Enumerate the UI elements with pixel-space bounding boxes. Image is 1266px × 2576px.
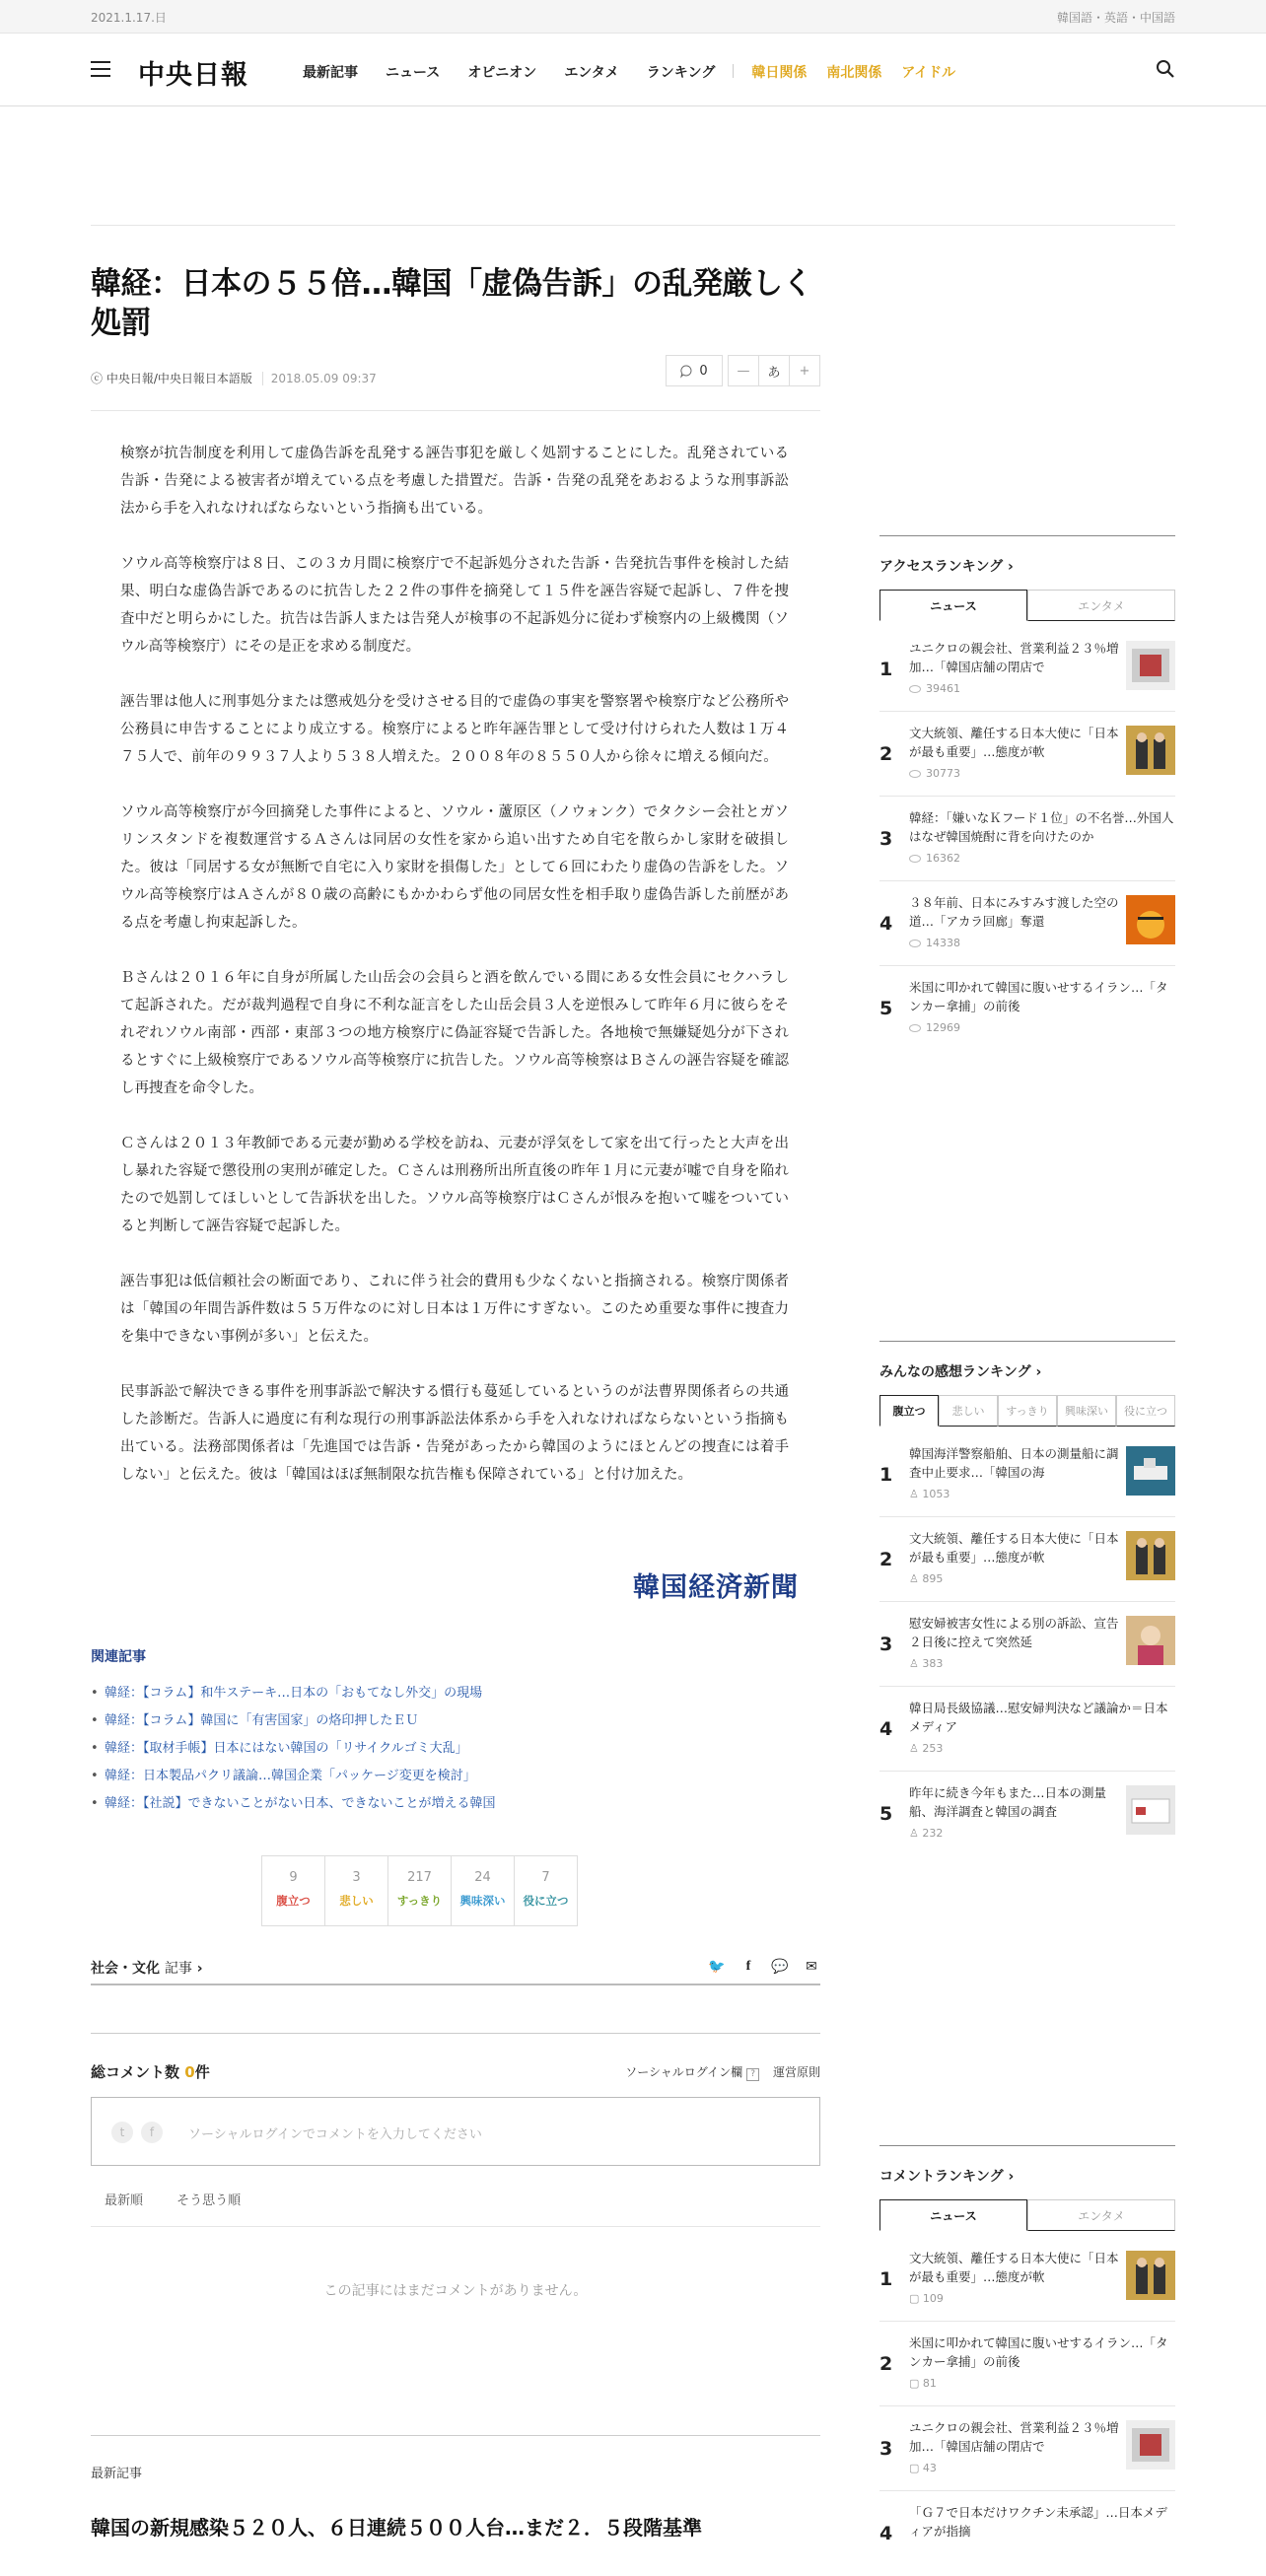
nav-korea-japan[interactable]: 韓日関係 bbox=[751, 65, 808, 81]
reaction-icon: ♙ bbox=[909, 1488, 923, 1500]
tab-interesting[interactable]: 興味深い bbox=[1057, 1395, 1116, 1427]
latest-label: 最新記事 bbox=[91, 2467, 143, 2481]
related-articles bbox=[91, 1646, 820, 1818]
reaction-count: 9 bbox=[289, 1870, 298, 1885]
reaction-label: 腹立つ bbox=[276, 1894, 311, 1908]
article-thumbnail bbox=[1126, 1616, 1175, 1665]
help-icon[interactable]: ? bbox=[746, 2068, 759, 2081]
ranking-item[interactable]: 4 「Ｇ７で日本だけワクチン未承認」…日本メディアが指摘 bbox=[879, 2505, 1167, 2544]
main-header bbox=[0, 34, 1266, 106]
nav-north-south[interactable]: 南北関係 bbox=[826, 65, 882, 81]
nav-idol[interactable]: アイドル bbox=[901, 65, 956, 81]
category-link[interactable]: 社会・文化 記事 › bbox=[91, 1961, 203, 1977]
current-date: 2021.1.17.日 bbox=[91, 11, 167, 25]
hamburger-menu-icon[interactable] bbox=[91, 61, 110, 77]
site-logo[interactable]: 中央日報 bbox=[138, 60, 248, 91]
article-title: 韓経：日本の５５倍…韓国「虚偽告訴」の乱発厳しく処罰 bbox=[91, 266, 812, 341]
article-byline bbox=[91, 370, 377, 386]
sort-agree[interactable]: そう思う順 bbox=[176, 2193, 242, 2208]
top-utility-bar bbox=[0, 0, 1266, 34]
article-paragraph: 誣告事犯は低信頼社会の断面であり、これに伴う社会的費用も少なくないと指摘される。検察庁関係者は「韓国の年間告訴件数は５５万件なのに対し日本は１万件にすぎない。このため重要な事件に捜査力を集中できない事例が多い」と伝えた。 bbox=[120, 1274, 789, 1345]
comment-ranking bbox=[879, 2145, 1175, 2576]
ad-divider bbox=[91, 225, 1175, 226]
reaction-count: 7 bbox=[541, 1870, 550, 1885]
article-thumbnail bbox=[1126, 1785, 1175, 1835]
main-nav bbox=[303, 62, 975, 82]
reaction-icon: ♙ bbox=[909, 1572, 923, 1585]
rules-link[interactable]: 運営原則 bbox=[772, 2065, 820, 2079]
article-source: ⓒ 中央日報/中央日報日本語版 bbox=[91, 372, 252, 385]
access-ranking-tabs bbox=[879, 590, 1175, 621]
reaction-angry[interactable] bbox=[261, 1855, 325, 1926]
reaction-icon: ♙ bbox=[909, 1827, 923, 1840]
twitter-icon[interactable]: 🐦 bbox=[708, 1959, 726, 1975]
comment-sort bbox=[91, 2190, 820, 2227]
nav-entertainment[interactable]: エンタメ bbox=[564, 65, 619, 81]
comment-icon bbox=[680, 365, 693, 378]
font-decrease-button[interactable] bbox=[728, 355, 759, 386]
related-link[interactable]: • 韓経：【コラム】和牛ステーキ…日本の「おもてなし外交」の現場 bbox=[91, 1680, 820, 1707]
ranking-item[interactable]: 5 米国に叩かれて韓国に腹いせするイラン…「タンカー拿捕」の前後 12969 bbox=[879, 980, 1168, 1034]
comment-header bbox=[91, 2034, 820, 2083]
tab-entertainment[interactable]: エンタメ bbox=[1027, 590, 1175, 621]
ranking-item[interactable]: 5 昨年に続き今年もまた…日本の測量船、海洋調査と韓国の調査 ♙ 232 bbox=[879, 1772, 1175, 1856]
related-link[interactable]: • 韓経：【コラム】韓国に「有害国家」の烙印押したＥＵ bbox=[91, 1707, 820, 1735]
ranking-item[interactable]: 1 韓国海洋警察船舶、日本の測量船に調査中止要求…「韓国の海 ♙ 1053 bbox=[879, 1432, 1175, 1517]
reaction-label: すっきり bbox=[396, 1894, 443, 1908]
facebook-icon[interactable]: f bbox=[745, 1959, 751, 1974]
eye-icon bbox=[909, 685, 921, 693]
tab-angry[interactable]: 腹立つ bbox=[879, 1395, 939, 1427]
eye-icon bbox=[909, 1024, 921, 1032]
search-icon[interactable] bbox=[1156, 59, 1175, 79]
comment-count-button[interactable] bbox=[666, 355, 723, 386]
reaction-label: 役に立つ bbox=[523, 1894, 569, 1908]
ranking-item[interactable]: 4 ３８年前、日本にみすみす渡した空の道…「アカラ回廊」奪還 14338 bbox=[879, 881, 1175, 966]
ranking-item[interactable]: 3 韓経：「嫌いなＫフード１位」の不名誉…外国人はなぜ韓国焼酎に背を向けたのか 16362 bbox=[879, 797, 1175, 881]
article-paragraph: Ｂさんは２０１６年に自身が所属した山岳会の会員らと酒を飲んでいる間にある女性会員にセクハラして起訴された。だが裁判過程で自身に不利な証言をした山岳会員３人を逆恨みして昨年６月に彼らをそれぞれソウル南部・西部・東部３つの地方検察庁に偽証容疑で告訴した。各地検で無嫌疑処分が下されるとすぐに上級検察庁であるソウル高等検察庁に抗告した。ソウル高等検察はＢさんの誣告容疑を確認し再捜査を命令した。 bbox=[120, 970, 789, 1096]
comment-total: 総コメント数 0件 bbox=[91, 2063, 210, 2081]
ranking-item[interactable]: 3 慰安婦被害女性による別の訴訟、宣告２日後に控えて突然延 ♙ 383 bbox=[879, 1602, 1175, 1687]
related-link[interactable]: • 韓経：【社説】できないことがない日本、できないことが増える韓国 bbox=[91, 1790, 820, 1818]
related-link[interactable]: • 韓経：【取材手帳】日本にはない韓国の「リサイクルゴミ大乱」 bbox=[91, 1735, 820, 1763]
reaction-label: 悲しい bbox=[339, 1894, 374, 1908]
ranking-item[interactable]: 2 米国に叩かれて韓国に腹いせするイラン…「タンカー拿捕」の前後 ▢ 81 bbox=[879, 2322, 1175, 2406]
comment-ranking-tabs bbox=[879, 2199, 1175, 2231]
article-thumbnail bbox=[1126, 2251, 1175, 2300]
comment-header-links bbox=[625, 2063, 820, 2081]
eye-icon bbox=[909, 940, 921, 947]
article-paragraph: 民事訴訟で解決できる事件を刑事訴訟で解決する慣行も蔓延しているというのが法曹界関係者らの共通した診断だ。告訴人に過度に有利な現行の刑事訴訟法体系から手を入れなければならないという指摘も出ている。法務部関係者は「先進国では告訴・告発があったから韓国のようにほとんどの捜査には着手しない」と伝えた。彼は「韓国はほぼ無制限な抗告権も保障されている」と付け加えた。 bbox=[120, 1384, 789, 1483]
ranking-item[interactable]: 2 文大統領、離任する日本大使に「日本が最も重要」…態度が軟 30773 bbox=[879, 712, 1175, 797]
reaction-count: 3 bbox=[352, 1870, 361, 1885]
article-thumbnail bbox=[1126, 1531, 1175, 1580]
related-link[interactable]: • 韓経：日本製品パクリ議論…韓国企業「パッケージ変更を検討」 bbox=[91, 1763, 820, 1790]
reaction-useful[interactable] bbox=[514, 1855, 578, 1926]
emotion-ranking-title[interactable]: みんなの感想ランキング › bbox=[879, 1364, 1042, 1380]
comment-icon: ▢ bbox=[909, 2462, 923, 2474]
language-links[interactable]: 韓国語・英語・中国語 bbox=[1056, 11, 1175, 25]
article-paragraph: 検察が抗告制度を利用して虚偽告訴を乱発する誣告事犯を厳しく処罰することにした。乱発されている告訴・告発による被害者が増えている点を考慮した措置だ。告訴・告発の乱発をあおるような刑事訴訟法から手を入れなければならないという指摘も出ている。 bbox=[120, 446, 789, 517]
tab-sad[interactable]: 悲しい bbox=[939, 1395, 998, 1427]
article-thumbnail bbox=[1126, 2420, 1175, 2470]
comment-section bbox=[91, 2033, 820, 2436]
font-size-button[interactable]: あ bbox=[758, 355, 790, 386]
article-thumbnail bbox=[1126, 895, 1175, 944]
article-time: 2018.05.09 09:37 bbox=[262, 372, 377, 385]
reaction-icon: ♙ bbox=[909, 1742, 923, 1755]
plus-icon: + bbox=[799, 363, 810, 379]
tab-news[interactable]: ニュース bbox=[879, 590, 1027, 621]
article-paragraph: Ｃさんは２０１３年教師である元妻が勤める学校を訪ね、元妻が浮気をして家を出て行ったと大声を出し暴れた容疑で懲役刑の実刑が確定した。Ｃさんは刑務所出所直後の昨年１月に元妻が嘘で自身を陥れたので処罰してほしいとして告訴状を出した。ソウル高等検察庁はＣさんが恨みを抱いて嘘をついていると判断して誣告容疑で起訴した。 bbox=[120, 1136, 789, 1234]
comment-empty-message: この記事にはまだコメントがありません。 bbox=[91, 2227, 820, 2436]
article-thumbnail bbox=[1126, 1446, 1175, 1496]
emotion-ranking-tabs bbox=[879, 1395, 1175, 1427]
line-icon[interactable]: 💬 bbox=[771, 1959, 789, 1975]
eye-icon bbox=[909, 855, 921, 863]
eye-icon bbox=[909, 770, 921, 778]
article-tools bbox=[667, 355, 820, 386]
comment-placeholder: ソーシャルログインでコメントを入力してください bbox=[188, 2127, 482, 2142]
sort-latest[interactable]: 最新順 bbox=[105, 2193, 144, 2208]
reaction-buttons bbox=[262, 1855, 578, 1926]
nav-latest[interactable]: 最新記事 bbox=[303, 65, 358, 81]
social-login-label[interactable]: ソーシャルログイン欄 bbox=[625, 2065, 743, 2079]
ranking-item[interactable]: 4 韓日局長級協議…慰安婦判決など議論か＝日本メディア ♙ 253 bbox=[879, 1687, 1175, 1772]
tab-useful[interactable]: 役に立つ bbox=[1116, 1395, 1175, 1427]
article-paragraph: 誣告罪は他人に刑事処分または懲戒処分を受けさせる目的で虚偽の事実を警察署や検察庁など公務所や公務員に申告することにより成立する。検察庁によると昨年誣告罪として受け付けられた人数は１万４７５人で、前年の９９３７人より５３８人増えた。２００８年の８５５０人から徐々に増える傾向だ。 bbox=[120, 694, 789, 765]
access-ranking-title[interactable]: アクセスランキング › bbox=[879, 559, 1014, 575]
access-ranking bbox=[879, 535, 1175, 1051]
hankyung-logo: 韓国経済新聞 bbox=[633, 1572, 799, 1603]
tab-news[interactable]: ニュース bbox=[879, 2199, 1027, 2231]
title-divider bbox=[91, 410, 820, 411]
ranking-item[interactable]: 3 ユニクロの親会社、営業利益２３％増加…「韓国店舗の閉店で ▢ 43 bbox=[879, 2406, 1175, 2491]
comment-count: 0 bbox=[699, 363, 708, 379]
reaction-label: 興味深い bbox=[459, 1894, 506, 1908]
nav-divider bbox=[733, 64, 734, 78]
ranking-item[interactable]: 1 文大統領、離任する日本大使に「日本が最も重要」…態度が軟 ▢ 109 bbox=[879, 2237, 1175, 2322]
twitter-login-icon[interactable]: t bbox=[111, 2122, 133, 2143]
ranking-item[interactable]: 1 ユニクロの親会社、営業利益２３％増加…「韓国店舗の閉店で 39461 bbox=[879, 627, 1175, 712]
latest-headline[interactable]: 韓国の新規感染５２０人、６日連続５００人台…まだ２．５段階基準 bbox=[91, 2516, 702, 2540]
share-buttons bbox=[708, 1958, 820, 1976]
tab-entertainment[interactable]: エンタメ bbox=[1027, 2199, 1175, 2231]
article-body bbox=[120, 440, 789, 1516]
comment-icon: ▢ bbox=[909, 2292, 923, 2305]
related-heading: 関連記事 bbox=[91, 1649, 146, 1665]
emotion-ranking bbox=[879, 1341, 1175, 1856]
reaction-sad[interactable] bbox=[324, 1855, 388, 1926]
article-thumbnail bbox=[1126, 726, 1175, 775]
reaction-icon: ♙ bbox=[909, 1657, 923, 1670]
comment-input[interactable] bbox=[91, 2097, 820, 2166]
article-paragraph: ソウル高等検察庁が今回摘発した事件によると、ソウル・蘆原区（ノウォンク）でタクシー会社とガソリンスタンドを複数運営するＡさんは同居の女性を家から追い出すため自宅を散らかし家財を破損した。彼は「同居する女が無断で自宅に入り家財を損傷した」として６回にわたり虚偽の告訴をした。ソウル高等検察庁はＡさんが８０歳の高齢にもかかわらず他の同居女性を相手取り虚偽告訴した前歴がある点を考慮し拘束起訴した。 bbox=[120, 804, 789, 931]
comment-icon: ▢ bbox=[909, 2377, 923, 2390]
reaction-interesting[interactable] bbox=[451, 1855, 515, 1926]
minus-icon: — bbox=[737, 363, 750, 379]
font-increase-button[interactable] bbox=[789, 355, 820, 386]
tab-refreshed[interactable]: すっきり bbox=[998, 1395, 1057, 1427]
nav-ranking[interactable]: ランキング bbox=[646, 65, 716, 81]
comment-ranking-title[interactable]: コメントランキング › bbox=[879, 2169, 1015, 2185]
article-paragraph: ソウル高等検察庁は８日、この３カ月間に検察庁で不起訴処分された告訴・告発抗告事件を検討した結果、明白な虚偽告訴であるのに抗告した２２件の事件を摘発して１５件を誣告容疑で起訴し、７件を捜査中だと明らかにした。抗告は告訴人または告発人が検事の不起訴処分に従わず検察内の上級機関（ソウル高等検察庁）にその是正を求める制度だ。 bbox=[120, 556, 789, 655]
article-thumbnail bbox=[1126, 641, 1175, 690]
ranking-item[interactable]: 2 文大統領、離任する日本大使に「日本が最も重要」…態度が軟 ♙ 895 bbox=[879, 1517, 1175, 1602]
nav-opinion[interactable]: オピニオン bbox=[467, 65, 537, 81]
reaction-refreshed[interactable] bbox=[387, 1855, 452, 1926]
reaction-count: 24 bbox=[474, 1870, 491, 1885]
facebook-login-icon[interactable]: f bbox=[141, 2122, 163, 2143]
category-row bbox=[91, 1958, 820, 1985]
reaction-count: 217 bbox=[407, 1870, 432, 1885]
nav-news[interactable]: ニュース bbox=[386, 65, 441, 81]
mail-icon[interactable]: ✉ bbox=[806, 1959, 817, 1975]
